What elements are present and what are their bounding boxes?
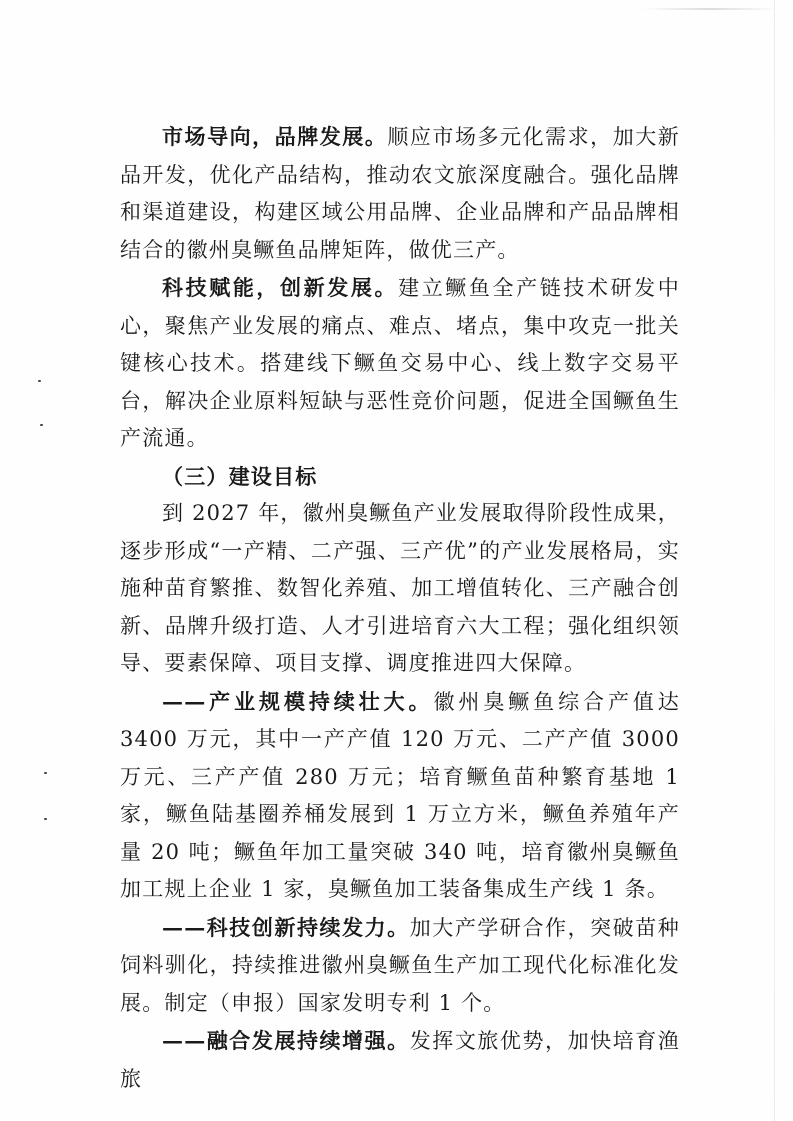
goal-text: 发挥文旅优势，加快培育渔旅 bbox=[120, 1029, 680, 1091]
scan-speck bbox=[44, 818, 47, 820]
goal-scale bbox=[120, 683, 680, 909]
goal-intro: 到 2027 年，徽州臭鳜鱼产业发展取得阶段性成果，逐步形成“一产精、二产强、三产优”的产业发展格局，实施种苗育繁推、数智化养殖、加工增值转化、三产融合创新、品牌升级打造、人才引进培育六大工程；强化组织领导、要素保障、项目支撑、调度推进四大保障。 bbox=[120, 501, 680, 675]
paragraph-text: 建立鳜鱼全产链技术研发中心，聚焦产业发展的痛点、难点、堵点，集中攻克一批关键核心技术。搭建线下鳜鱼交易中心、线上数字交易平台，解决企业原料短缺与恶性竞价问题，促进全国鳜鱼生产流通。 bbox=[120, 276, 680, 450]
goal-text: 加大产学研合作，突破苗种饲料驯化，持续推进徽州臭鳜鱼生产加工现代化标准化发展。制定（申报）国家发明专利 1 个。 bbox=[120, 915, 680, 1015]
goal-innovation bbox=[120, 909, 680, 1023]
paragraph-lead: 市场导向，品牌发展。 bbox=[162, 124, 388, 149]
paragraph-text: 顺应市场多元化需求，加大新品开发，优化产品结构，推动农文旅深度融合。强化品牌和渠道建设，构建区域公用品牌、企业品牌和产品品牌相结合的徽州臭鳜鱼品牌矩阵，做优三产。 bbox=[120, 125, 680, 262]
scan-artifact bbox=[640, 8, 780, 10]
paragraph-market bbox=[120, 118, 680, 269]
goal-lead: ——科技创新持续发力。 bbox=[162, 914, 410, 940]
goal-lead: ——融合发展持续增强。 bbox=[162, 1028, 410, 1053]
goal-lead: ——产业规模持续壮大。 bbox=[162, 688, 434, 714]
goal-integration bbox=[120, 1022, 680, 1098]
goal-text: 徽州臭鳜鱼综合产值达 3400 万元，其中一产产值 120 万元、二产产值 3000 万元、三产产值 280 万元；培育鳜鱼苗种繁育基地 1 家，鳜鱼陆基圈养桶发展到 1 万立方米，鳜鱼养殖年产量 20 吨；鳜鱼年加工量突破 340 吨，培育徽州臭鳜鱼加工规上企业 1 家，臭鳜鱼加工装备集成生产线 1 条。 bbox=[120, 689, 681, 901]
section-heading: （三）建设目标 bbox=[162, 463, 318, 489]
document-body bbox=[120, 118, 680, 1098]
paragraph-tech bbox=[120, 269, 680, 458]
paragraph-lead: 科技赋能，创新发展。 bbox=[162, 275, 399, 300]
scan-edge bbox=[774, 0, 775, 1121]
scan-speck bbox=[40, 424, 43, 426]
scan-speck bbox=[44, 772, 47, 774]
scan-speck bbox=[38, 380, 41, 382]
